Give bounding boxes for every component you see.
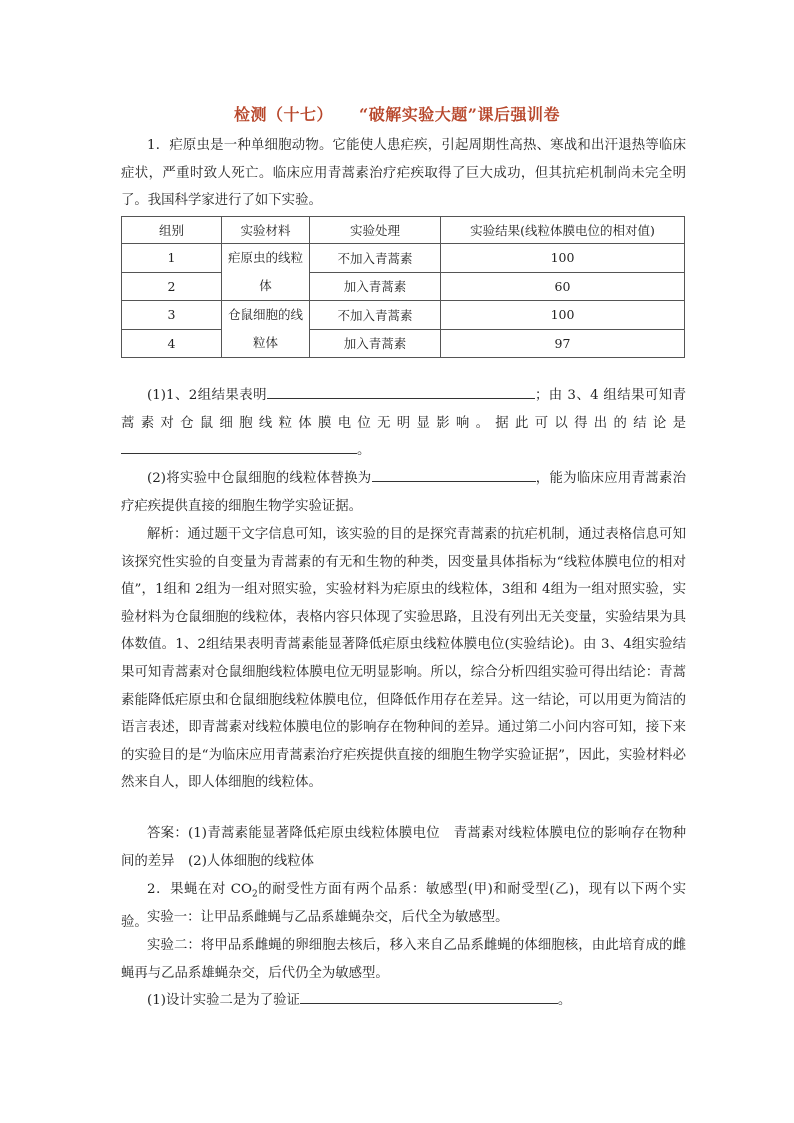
group-cell: 3 [122, 301, 222, 330]
question-1-part-2 [121, 465, 686, 520]
treatment-cell: 不加入青蒿素 [310, 301, 441, 330]
answer-blank [300, 989, 558, 1004]
header-treatment: 实验处理 [310, 217, 441, 244]
table-row [122, 301, 685, 330]
q2-part-1-text-b: 。 [557, 993, 572, 1008]
question-2-part-1 [121, 987, 686, 1015]
title-part-2: “破解实验大题”课后强训卷 [359, 105, 560, 124]
co2-subscript: 2 [252, 889, 258, 900]
material-cell: 疟原虫的线粒体 [222, 244, 310, 301]
table-row [122, 272, 685, 301]
table-row [122, 244, 685, 273]
treatment-cell: 加入青蒿素 [310, 329, 441, 358]
header-result: 实验结果(线粒体膜电位的相对值) [441, 217, 685, 244]
experiment-2: 实验二：将甲品系雌蝇的卵细胞去核后，移入来自乙品系雌蝇的体细胞核，由此培育成的雌蝇再与乙品系雄蝇杂交，后代仍全为敏感型。 [121, 938, 686, 981]
part-1-text-a: (1)1、2组结果表明 [147, 388, 267, 403]
group-cell: 4 [122, 329, 222, 358]
table-header-row [122, 217, 685, 244]
treatment-cell: 不加入青蒿素 [310, 244, 441, 273]
answer-blank [121, 439, 357, 454]
part-1-text-c: 。 [357, 443, 371, 459]
part-2-text-a: (2)将实验中仓鼠细胞的线粒体替换为 [147, 471, 372, 486]
q2-part-1-text-a: (1)设计实验二是为了验证 [147, 993, 300, 1008]
answer-blank [372, 467, 536, 482]
q2-intro-text-a: 2．果蝇在对 CO [147, 882, 252, 897]
question-1-part-1 [121, 382, 686, 465]
material-cell: 仓鼠细胞的线粒体 [222, 301, 310, 358]
result-cell: 100 [441, 301, 685, 330]
answer-blank [267, 384, 535, 399]
header-group: 组别 [122, 217, 222, 244]
treatment-cell: 加入青蒿素 [310, 272, 441, 301]
table-row [122, 329, 685, 358]
result-cell: 60 [441, 272, 685, 301]
part-1-text-b: ；由 3、4 组结果可知青蒿素对仓鼠细胞线粒体膜电位无明显影响。据此可以得出的结论是 [121, 388, 686, 431]
experiment-1: 实验一：让甲品系雌蝇与乙品系雄蝇杂交，后代全为敏感型。 [147, 910, 509, 925]
analysis-text: 解析：通过题干文字信息可知，该实验的目的是探究青蒿素的抗疟机制，通过表格信息可知该探究性实验的自变量为青蒿素的有无和生物的种类，因变量具体指标为“线粒体膜电位的相对值”，1组和 2组为一组对照实验，实验材料为疟原虫的线粒体，3组和 4组为一组对照实验，实验材料为仓鼠细胞的线粒体，表格内容只体现了实验思路，且没有列出无关变量，实验结果为具体数值。1、2组结果表明青蒿素能显著降低疟原虫线粒体膜电位(实验结论)。由 3、4组实验结果可知青蒿素对仓鼠细胞线粒体膜电位无明显影响。所以，综合分析四组实验可得出结论：青蒿素能降低疟原虫和仓鼠细胞线粒体膜电位，但降低作用存在差异。这一结论，可以用更为简洁的语言表述，即青蒿素对线粒体膜电位的影响存在物种间的差异。通过第二小问内容可知，接下来的实验目的是“为临床应用青蒿素治疗疟疾提供直接的细胞生物学实验证据”，因此，实验材料必然来自人，即人体细胞的线粒体。 [121, 527, 686, 791]
question-1-intro: 1．疟原虫是一种单细胞动物。它能使人患疟疾，引起周期性高热、寒战和出汗退热等临床症状，严重时致人死亡。临床应用青蒿素治疗疟疾取得了巨大成功，但其抗疟机制尚未完全明了。我国科学家进行了如下实验。 [121, 138, 686, 209]
result-cell: 100 [441, 244, 685, 273]
experiment-table [121, 216, 685, 358]
answer-text: 答案：(1)青蒿素能显著降低疟原虫线粒体膜电位 青蒿素对线粒体膜电位的影响存在物种间的差异 (2)人体细胞的线粒体 [121, 826, 686, 869]
part-2-text-b: ，能为临床应用青蒿素治疗疟疾提供直接的细胞生物学实验证据。 [121, 471, 687, 514]
group-cell: 1 [122, 244, 222, 273]
result-cell: 97 [441, 329, 685, 358]
page-title [0, 102, 794, 125]
title-part-1: 检测（十七） [234, 105, 334, 124]
q2-intro-text-b: 的耐受性方面有两个品系：敏感型(甲)和耐受型(乙)，现有以下两个实验。 [121, 882, 686, 931]
group-cell: 2 [122, 272, 222, 301]
header-material: 实验材料 [222, 217, 310, 244]
